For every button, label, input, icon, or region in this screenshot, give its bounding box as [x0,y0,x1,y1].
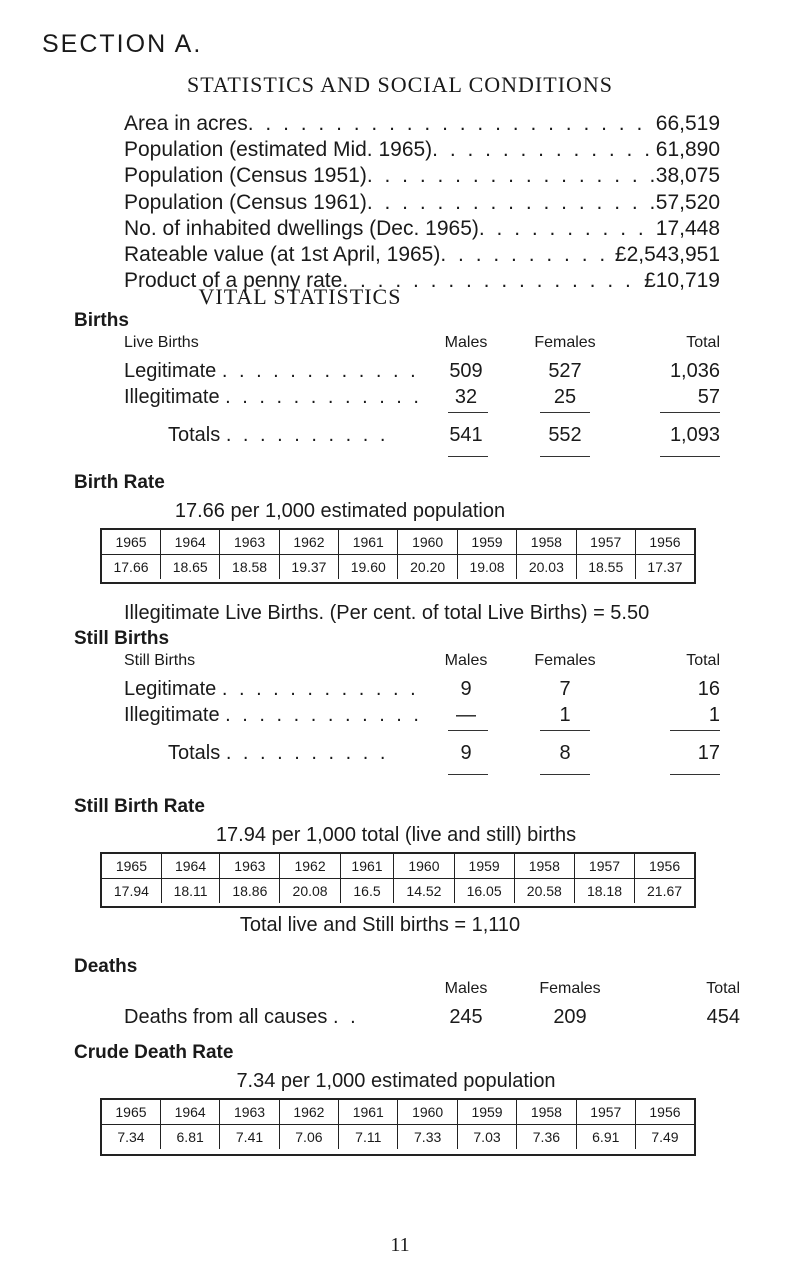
death-rate-value: 7.11 [339,1125,398,1150]
birth-rate-caption: 17.66 per 1,000 estimated population [174,500,506,522]
births-illegitimate-total: 57 [697,386,720,408]
births-col-total: Total [686,334,720,351]
still-births-row-totals: Totals . . . . . . . . . . [168,742,389,764]
still-births-totals-females: 8 [559,742,571,764]
still-birth-rate-table [100,852,696,908]
death-rate-year: 1957 [576,1100,635,1125]
death-rate-year: 1962 [279,1100,338,1125]
births-row-legitimate: Legitimate . . . . . . . . . . . . [124,360,419,382]
births-totals-females: 552 [548,424,582,446]
births-row-illegitimate: Illegitimate . . . . . . . . . . . . [124,386,422,408]
deaths-total: 454 [706,1006,740,1028]
deaths-heading: Deaths [74,956,138,977]
still-birth-rate-year: 1962 [280,854,340,879]
still-birth-rate-value: 18.18 [574,879,634,904]
section-label: SECTION A. [42,30,203,58]
still-birth-rate-year: 1963 [220,854,280,879]
birth-rate-value: 19.60 [339,555,398,580]
still-birth-rate-year: 1957 [574,854,634,879]
death-rate-year: 1963 [220,1100,279,1125]
birth-rate-year: 1956 [635,530,694,555]
deaths-col-total: Total [706,980,740,997]
births-totals-total: 1,093 [669,424,720,446]
vital-statistics-title: VITAL STATISTICS [198,284,402,309]
death-rate-table [100,1098,696,1156]
still-births-totals-total: 17 [697,742,720,764]
stat-row-population-1961: Population (Census 1961) . . . 57,520 [124,191,720,217]
death-rate-value: 7.06 [279,1125,338,1150]
still-births-col-females: Females [534,652,596,669]
still-birth-rate-year: 1965 [102,854,161,879]
still-birth-rate-year: 1960 [394,854,454,879]
still-births-heading: Still Births [74,628,170,649]
still-births-totals-males: 9 [460,742,472,764]
birth-rate-year: 1963 [220,530,279,555]
births-rule-total-bottom [660,456,720,457]
births-col-females: Females [534,334,596,351]
death-rate-value: 7.34 [117,1129,145,1145]
still-birth-rate-caption: 17.94 per 1,000 total (live and still) births [215,824,577,846]
still-births-illegitimate-females: 1 [559,704,571,726]
birth-rate-year: 1958 [517,530,576,555]
still-births-legitimate-females: 7 [559,678,571,700]
still-births-row-legitimate: Legitimate . . . . . . . . . . . . [124,678,419,700]
death-rate-year: 1961 [339,1100,398,1125]
stat-row-population-1951: Population (Census 1951) . . . 38,075 [124,164,720,190]
death-rate-value: 6.91 [576,1125,635,1150]
still-births-col-label: Still Births [124,652,196,669]
still-births-rule-males-top [448,730,488,731]
death-rate-value: 7.03 [457,1125,516,1150]
stat-row-rateable-value: Rateable value (at 1st April, 1965) . . . £2,543,951 [124,243,720,269]
birth-rate-heading: Birth Rate [74,472,165,493]
birth-rate-value: 18.65 [161,555,220,580]
birth-rate-year: 1961 [339,530,398,555]
births-illegitimate-females: 25 [553,386,577,408]
still-birth-rate-year: 1961 [340,854,394,879]
still-births-legitimate-total: 16 [697,678,720,700]
birth-rate-value: 18.55 [576,555,635,580]
death-rate-year: 1956 [635,1100,694,1125]
still-births-col-total: Total [686,652,720,669]
still-births-rule-females-top [540,730,590,731]
birth-rate-year: 1957 [576,530,635,555]
still-births-illegitimate-males: — [456,704,476,726]
still-birth-rate-heading: Still Birth Rate [74,796,205,817]
births-legitimate-total: 1,036 [669,360,720,382]
deaths-col-males: Males [444,980,488,997]
death-rate-value: 7.36 [517,1125,576,1150]
stat-row-area: Area in acres . . . 66,519 [124,112,720,138]
death-rate-year: 1960 [398,1100,457,1125]
general-statistics [124,112,720,295]
death-rate-heading: Crude Death Rate [74,1042,234,1063]
births-col-label: Live Births [124,334,199,351]
deaths-males: 245 [449,1006,483,1028]
deaths-row-all-causes: Deaths from all causes . . [124,1006,359,1028]
birth-rate-year: 1962 [279,530,338,555]
still-births-rule-females-bottom [540,774,590,775]
births-rule-females-top [540,412,590,413]
birth-rate-value: 17.37 [635,555,694,580]
still-births-row-illegitimate: Illegitimate . . . . . . . . . . . . [124,704,422,726]
death-rate-year: 1958 [517,1100,576,1125]
still-birth-rate-value: 20.08 [280,879,340,904]
still-births-col-males: Males [444,652,488,669]
death-rate-value: 7.41 [220,1125,279,1150]
still-birth-rate-year: 1964 [161,854,219,879]
births-col-males: Males [444,334,488,351]
death-rate-year: 1965 [102,1100,160,1125]
still-births-legitimate-males: 9 [460,678,472,700]
still-birth-rate-value: 20.58 [514,879,574,904]
still-birth-rate-year: 1959 [454,854,514,879]
illegitimate-note: Illegitimate Live Births. (Per cent. of total Live Births) = 5.50 [124,602,650,624]
births-rule-males-bottom [448,456,488,457]
still-birth-rate-year: 1958 [514,854,574,879]
births-totals-males: 541 [449,424,483,446]
still-births-rule-males-bottom [448,774,488,775]
death-rate-caption: 7.34 per 1,000 estimated population [236,1070,556,1092]
stat-row-penny-rate: Product of a penny rate . . . £10,719 [124,269,720,295]
death-rate-year: 1964 [160,1100,219,1125]
births-legitimate-males: 509 [449,360,483,382]
birth-rate-year: 1959 [457,530,516,555]
birth-rate-year: 1960 [398,530,457,555]
birth-rate-value: 18.58 [220,555,279,580]
births-rule-males-top [448,412,488,413]
stat-row-dwellings: No. of inhabited dwellings (Dec. 1965) . . . 17,448 [124,217,720,243]
birth-rate-year: 1965 [102,530,161,555]
death-rate-value: 7.49 [635,1125,694,1150]
birth-rate-value: 17.66 [113,559,149,575]
births-illegitimate-males: 32 [454,386,478,408]
still-birth-rate-value: 18.11 [161,879,219,904]
birth-rate-year: 1964 [161,530,220,555]
deaths-col-females: Females [539,980,601,997]
births-heading: Births [74,310,129,331]
stat-row-population-estimated: Population (estimated Mid. 1965) . . . 61,890 [124,138,720,164]
birth-rate-table [100,528,696,584]
still-birth-rate-value: 16.05 [454,879,514,904]
birth-rate-value: 19.37 [279,555,338,580]
birth-rate-value: 19.08 [457,555,516,580]
still-birth-total-note: Total live and Still births = 1,110 [239,914,521,936]
birth-rate-value: 20.20 [398,555,457,580]
page-title: STATISTICS AND SOCIAL CONDITIONS [186,72,614,97]
still-birth-rate-value: 17.94 [113,883,149,899]
births-rule-females-bottom [540,456,590,457]
birth-rate-value: 20.03 [517,555,576,580]
death-rate-value: 7.33 [398,1125,457,1150]
page-number: 11 [390,1234,410,1256]
births-rule-total-top [660,412,720,413]
births-legitimate-females: 527 [548,360,582,382]
still-birth-rate-year: 1956 [635,854,694,879]
still-birth-rate-value: 18.86 [220,879,280,904]
still-birth-rate-value: 21.67 [635,879,694,904]
still-births-rule-total-top [670,730,720,731]
still-birth-rate-value: 16.5 [340,879,394,904]
still-birth-rate-value: 14.52 [394,879,454,904]
births-row-totals: Totals . . . . . . . . . . [168,424,389,446]
death-rate-year: 1959 [457,1100,516,1125]
death-rate-value: 6.81 [160,1125,219,1150]
still-births-rule-total-bottom [670,774,720,775]
still-births-illegitimate-total: 1 [708,704,720,726]
deaths-females: 209 [553,1006,587,1028]
